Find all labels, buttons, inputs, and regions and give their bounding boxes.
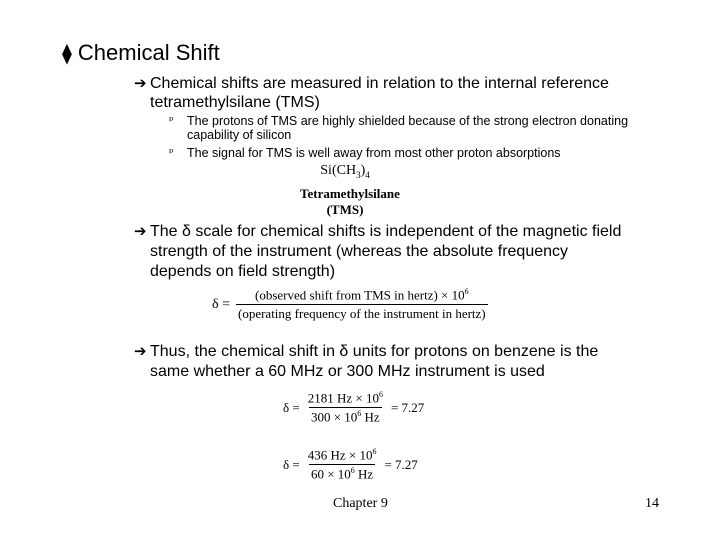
bullet-text-line: Thus, the chemical shift in δ units for protons on benzene is the <box>150 343 599 360</box>
bullet-text-line: tetramethylsilane (TMS) <box>150 94 320 111</box>
diamond-bullet-icon: ⧫ <box>62 43 72 65</box>
slide-title <box>62 40 220 66</box>
fraction <box>306 390 385 426</box>
sub-bullet-text-line: capability of silicon <box>187 128 292 142</box>
bullet-text-line: strength of the instrument (whereas the absolute frequency <box>150 243 569 260</box>
denominator: $300 \times 10^6$ Hz <box>310 409 380 425</box>
arrow-bullet-icon: ➔ <box>134 223 147 240</box>
bullet-point-tms <box>134 74 609 112</box>
fraction <box>306 447 379 483</box>
sub-bullet-shielded <box>169 114 629 142</box>
numerator: 2181 $Hz \times 10^6$ <box>307 390 383 406</box>
sub-bullet-text-line: The signal for TMS is well away from most other proton absorptions <box>187 146 561 160</box>
fraction <box>236 287 488 322</box>
sub-bullet-icon: ᵖ <box>169 146 174 159</box>
bullet-point-delta-scale <box>134 222 621 282</box>
result-value: = 7.27 <box>390 399 425 415</box>
sub-bullet-text-line: The protons of TMS are highly shielded because of the strong electron donating <box>187 114 629 128</box>
delta-definition-equation <box>212 287 488 322</box>
footer-chapter: Chapter 9 <box>333 496 388 511</box>
bullet-text-line: The δ scale for chemical shifts is independent of the magnetic field <box>150 223 622 240</box>
tms-name: Tetramethylsilane <box>300 185 400 201</box>
bullet-text-line: same whether a 60 MHz or 300 MHz instrument is used <box>150 363 545 380</box>
tms-abbreviation: (TMS) <box>326 201 364 217</box>
denominator: (operating frequency of the instrument in hertz) <box>238 306 486 322</box>
benzene-60mhz-equation <box>283 447 418 483</box>
denominator: $60 \times 10^6$ Hz <box>310 466 374 482</box>
bullet-point-benzene <box>134 342 598 382</box>
arrow-bullet-icon: ➔ <box>134 75 147 92</box>
bullet-text-line: depends on field strength) <box>150 263 336 280</box>
footer-page-number: 14 <box>645 496 659 511</box>
delta-symbol: δ = <box>212 296 230 312</box>
numerator: 436 $Hz \times 10^6$ <box>307 447 377 463</box>
tms-structure <box>300 163 400 218</box>
arrow-bullet-icon: ➔ <box>134 343 147 360</box>
delta-symbol: δ = <box>283 456 300 472</box>
sub-bullet-icon: ᵖ <box>169 114 174 127</box>
bullet-text-line: Chemical shifts are measured in relation to the internal reference <box>150 75 609 92</box>
delta-symbol: δ = <box>283 399 300 415</box>
title-text: Chemical Shift <box>77 40 220 65</box>
result-value: = 7.27 <box>384 456 418 472</box>
sub-bullet-signal <box>169 146 561 160</box>
numerator: (observed shift from TMS in hertz) × $10^6$ <box>255 287 469 303</box>
tms-formula: $Si(CH_3)_4$ <box>320 163 370 180</box>
benzene-300mhz-equation <box>283 390 424 426</box>
